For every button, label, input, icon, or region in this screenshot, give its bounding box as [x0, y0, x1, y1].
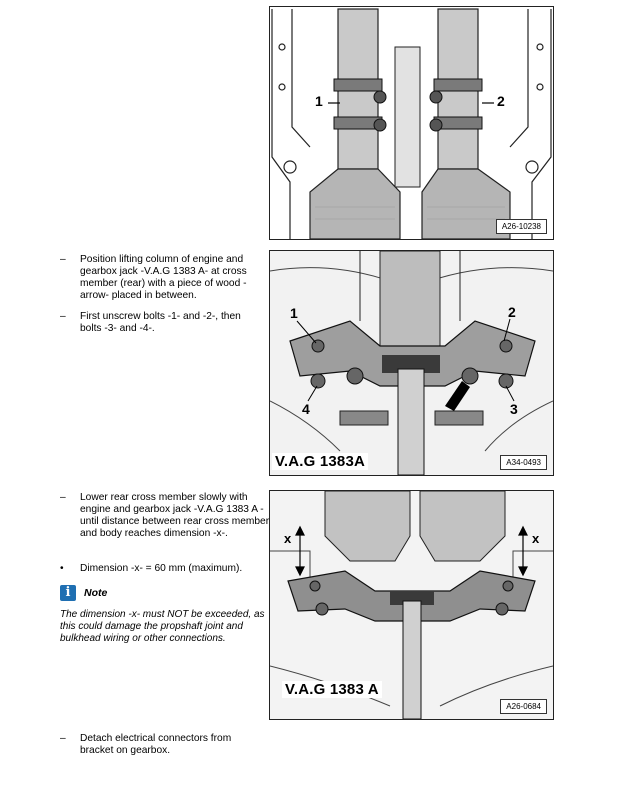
callout-1: 1	[290, 305, 298, 321]
figure-cross-member-bolts	[269, 250, 554, 476]
bullet-mark: •	[60, 563, 64, 574]
note-label: Note	[84, 587, 108, 599]
dash-mark: –	[60, 311, 66, 322]
callout-4: 4	[302, 401, 310, 417]
dash-mark: –	[60, 254, 66, 265]
figure-code: A34-0493	[500, 455, 547, 470]
callout-2: 2	[497, 93, 505, 109]
spec-dimension	[60, 563, 270, 575]
callout-1: 1	[315, 93, 323, 109]
step-text: First unscrew bolts -1- and -2-, then bolts -3- and -4-.	[80, 311, 241, 334]
step-text: Detach electrical connectors from bracket on gearbox.	[80, 733, 232, 756]
step-detach	[60, 733, 260, 757]
figure-code: A26-0684	[500, 699, 547, 714]
spec-text: Dimension -x- = 60 mm (maximum).	[80, 563, 243, 574]
step-text: Lower rear cross member slowly with engine and gearbox jack -V.A.G 1383 A - until distance between rear cross member and body reaches dimension -x-.	[80, 492, 270, 539]
figure-exhaust-clamps	[269, 6, 554, 240]
tool-label: V.A.G 1383A	[272, 453, 368, 470]
step-position-lift	[60, 254, 260, 302]
tool-label: V.A.G 1383 A	[282, 681, 382, 698]
dash-mark: –	[60, 492, 66, 503]
callout-3: 3	[510, 401, 518, 417]
dimension-x-right: x	[532, 531, 540, 546]
note-text: The dimension -x- must NOT be exceeded, as this could damage the propshaft joint and bulkhead wiring or other connections.	[60, 609, 265, 644]
dash-mark: –	[60, 733, 66, 744]
info-icon: i	[60, 585, 76, 601]
step-lower-member	[60, 492, 270, 540]
step-text: Position lifting column of engine and gearbox jack -V.A.G 1383 A- at cross member (rear) with a piece of wood -arrow- placed in between.	[80, 254, 247, 301]
dimension-x-left: x	[284, 531, 292, 546]
exhaust-clamps-illustration	[270, 7, 553, 239]
callout-2: 2	[508, 304, 516, 320]
cross-member-illustration	[270, 251, 553, 475]
figure-lower-cross-member	[269, 490, 554, 720]
step-unscrew-bolts	[60, 311, 260, 335]
figure-code: A26-10238	[496, 219, 547, 234]
